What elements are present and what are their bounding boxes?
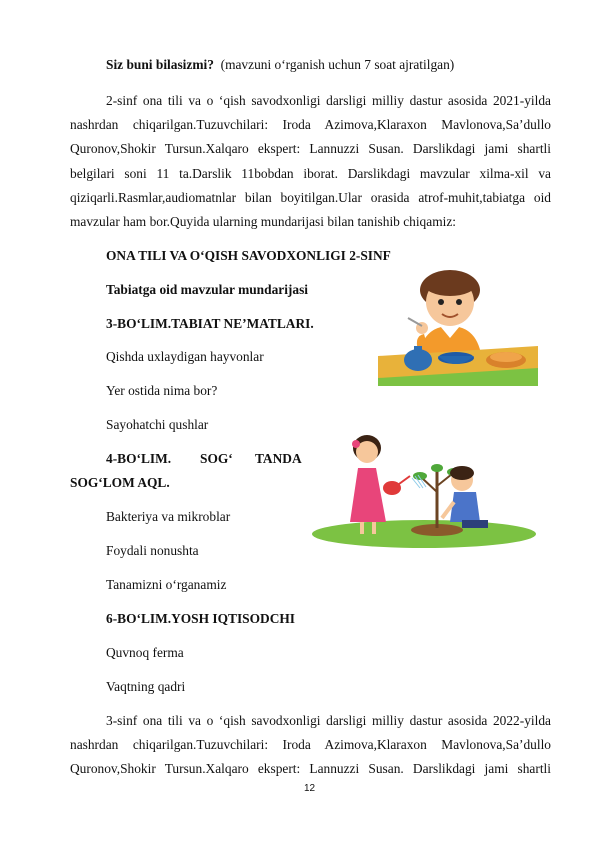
paragraph1-line: Quronov,Shokir Tursun.Xalqaro ekspert: Lannuzzi Susan. Darslikdagi jami shartli <box>70 141 551 156</box>
section-4-title-part: TANDA <box>255 451 302 466</box>
paragraph2-line: nashrdan chiqarilgan.Tuzuvchilari: Iroda Azimova,Klaraxon Mavlonova,Sa’dullo <box>70 737 551 752</box>
intro-note: (mavzuni o‘rganish uchun 7 soat ajratilgan) <box>220 57 455 72</box>
page-number: 12 <box>304 783 316 794</box>
contents-title: Tabiatga oid mavzular mundarijasi <box>106 282 309 297</box>
topic-item: Tanamizni o‘rganamiz <box>106 577 227 592</box>
topic-item: Sayohatchi qushlar <box>106 417 209 432</box>
section-4-title-part: SOG‘ <box>200 451 233 466</box>
children-planting-tree-illustration <box>312 430 537 548</box>
topic-item: Vaqtning qadri <box>106 679 186 694</box>
topic-item: Qishda uxlaydigan hayvonlar <box>106 349 264 364</box>
paragraph1-line: mavzular ham bor.Quyida ularning mundarijasi bilan tanishib chiqamiz: <box>70 214 457 229</box>
section-4-title-part: 4-BO‘LIM. <box>106 451 172 466</box>
topic-item: Quvnoq ferma <box>106 645 184 660</box>
section-6-title: 6-BO‘LIM.YOSH IQTISODCHI <box>106 611 295 626</box>
intro-heading: Siz buni bilasizmi? <box>106 57 214 72</box>
paragraph1-line: 2-sinf ona tili va o ‘qish savodxonligi darsligi milliy dastur asosida 2021-yilda <box>106 93 551 108</box>
paragraph1-line: belgilari soni 11 ta.Darslik 11bobdan iborat. Darslikdagi mavzular xilma-xil va <box>70 166 551 181</box>
topic-item: Bakteriya va mikroblar <box>106 509 231 524</box>
paragraph2-line: 3-sinf ona tili va o ‘qish savodxonligi darsligi milliy dastur asosida 2022-yilda <box>106 713 551 728</box>
topic-item: Foydali nonushta <box>106 543 199 558</box>
intro-line <box>106 57 454 73</box>
paragraph1-line: nashrdan chiqarilgan.Tuzuvchilari: Iroda Azimova,Klaraxon Mavlonova,Sa’dullo <box>70 117 551 132</box>
section-4-title-line2: SOG‘LOM AQL. <box>70 475 170 490</box>
book-title: ONA TILI VA O‘QISH SAVODXONLIGI 2-SINF <box>106 248 391 263</box>
section-3-title: 3-BO‘LIM.TABIAT NE’MATLARI. <box>106 316 314 331</box>
paragraph2-line: Quronov,Shokir Tursun.Xalqaro ekspert: Lannuzzi Susan. Darslikdagi jami shartli <box>70 761 551 776</box>
topic-item: Yer ostida nima bor? <box>106 383 218 398</box>
paragraph1-line: qiziqarli.Rasmlar,audiomatnlar bilan boyitilgan.Ular orasida atrof-muhit,tabiatga oid <box>70 190 551 205</box>
boy-eating-illustration <box>378 268 538 386</box>
